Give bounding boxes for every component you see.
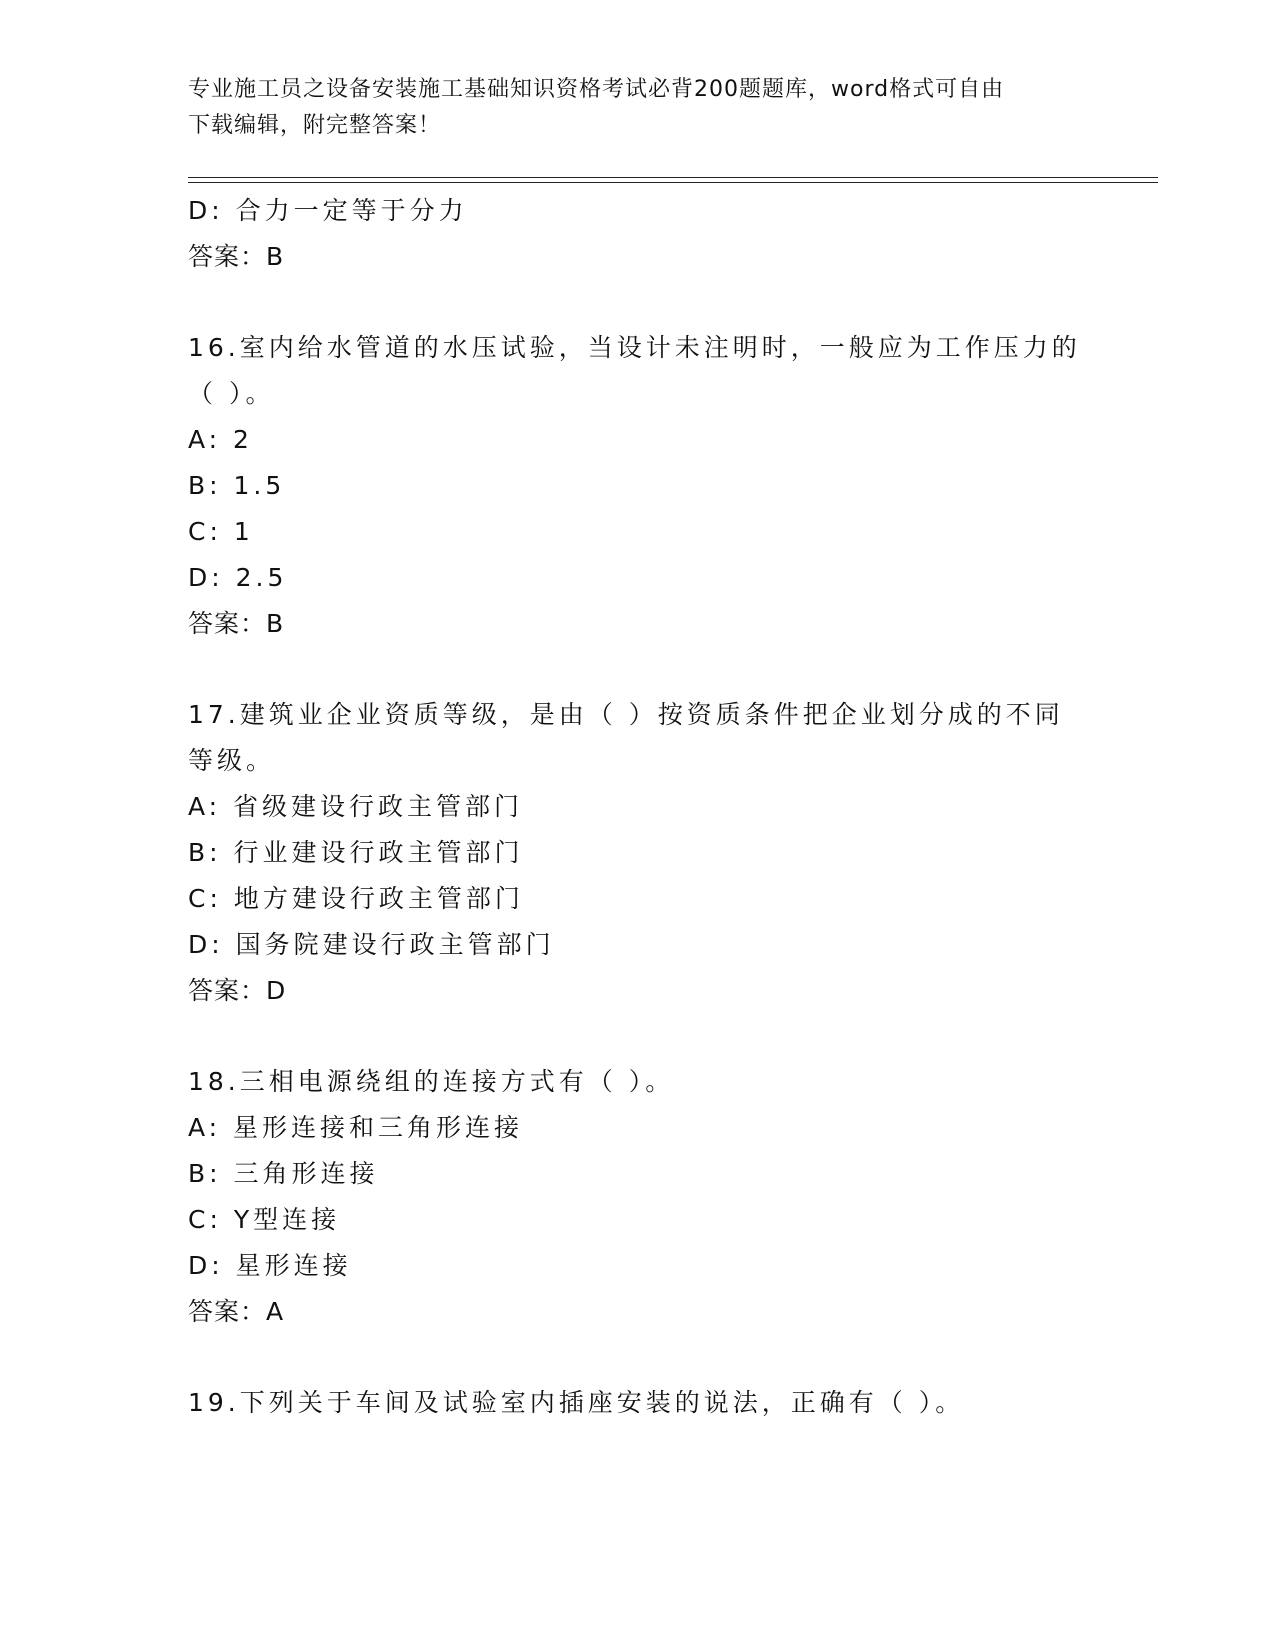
header-divider-top — [188, 177, 1158, 178]
spacer — [188, 1014, 1088, 1059]
carryover-question — [188, 188, 1088, 280]
answer-line: 答案：A — [188, 1297, 285, 1326]
option-d: D: 合力一定等于分力 — [188, 196, 468, 225]
spacer — [188, 647, 1088, 692]
question-16 — [188, 325, 1088, 647]
question-stem: 18.三相电源绕组的连接方式有（ ）。 — [188, 1067, 675, 1096]
page-header — [188, 72, 1088, 144]
question-stem-continued: （ ）。 — [188, 379, 275, 408]
question-stem-continued: 等级。 — [188, 746, 276, 775]
option-d: D: 星形连接 — [188, 1251, 352, 1280]
question-stem: 17.建筑业企业资质等级，是由（ ）按资质条件把企业划分成的不同 — [188, 700, 1064, 729]
header-line-1: 专业施工员之设备安装施工基础知识资格考试必背200题题库，word格式可自由 — [188, 77, 1005, 102]
spacer — [188, 1335, 1088, 1380]
option-d: D: 2.5 — [188, 563, 288, 592]
option-a: A: 省级建设行政主管部门 — [188, 792, 524, 821]
question-18 — [188, 1059, 1088, 1335]
answer-line: 答案：B — [188, 609, 285, 638]
option-a: A: 2 — [188, 425, 253, 454]
header-line-2: 下载编辑，附完整答案！ — [188, 113, 442, 138]
option-b: B: 行业建设行政主管部门 — [188, 838, 524, 867]
option-c: C: 地方建设行政主管部门 — [188, 884, 524, 913]
answer-line: 答案：D — [188, 976, 287, 1005]
option-b: B: 1.5 — [188, 471, 286, 500]
option-c: C: 1 — [188, 517, 254, 546]
header-divider-bottom — [188, 182, 1158, 183]
option-c: C: Y型连接 — [188, 1205, 341, 1234]
option-a: A: 星形连接和三角形连接 — [188, 1113, 524, 1142]
option-b: B: 三角形连接 — [188, 1159, 379, 1188]
question-19 — [188, 1380, 1088, 1426]
question-stem: 16.室内给水管道的水压试验，当设计未注明时，一般应为工作压力的 — [188, 333, 1081, 362]
option-d: D: 国务院建设行政主管部门 — [188, 930, 555, 959]
question-stem: 19.下列关于车间及试验室内插座安装的说法，正确有（ ）。 — [188, 1388, 965, 1417]
question-17 — [188, 692, 1088, 1014]
question-content — [188, 188, 1088, 1426]
spacer — [188, 280, 1088, 325]
answer-line: 答案：B — [188, 242, 285, 271]
